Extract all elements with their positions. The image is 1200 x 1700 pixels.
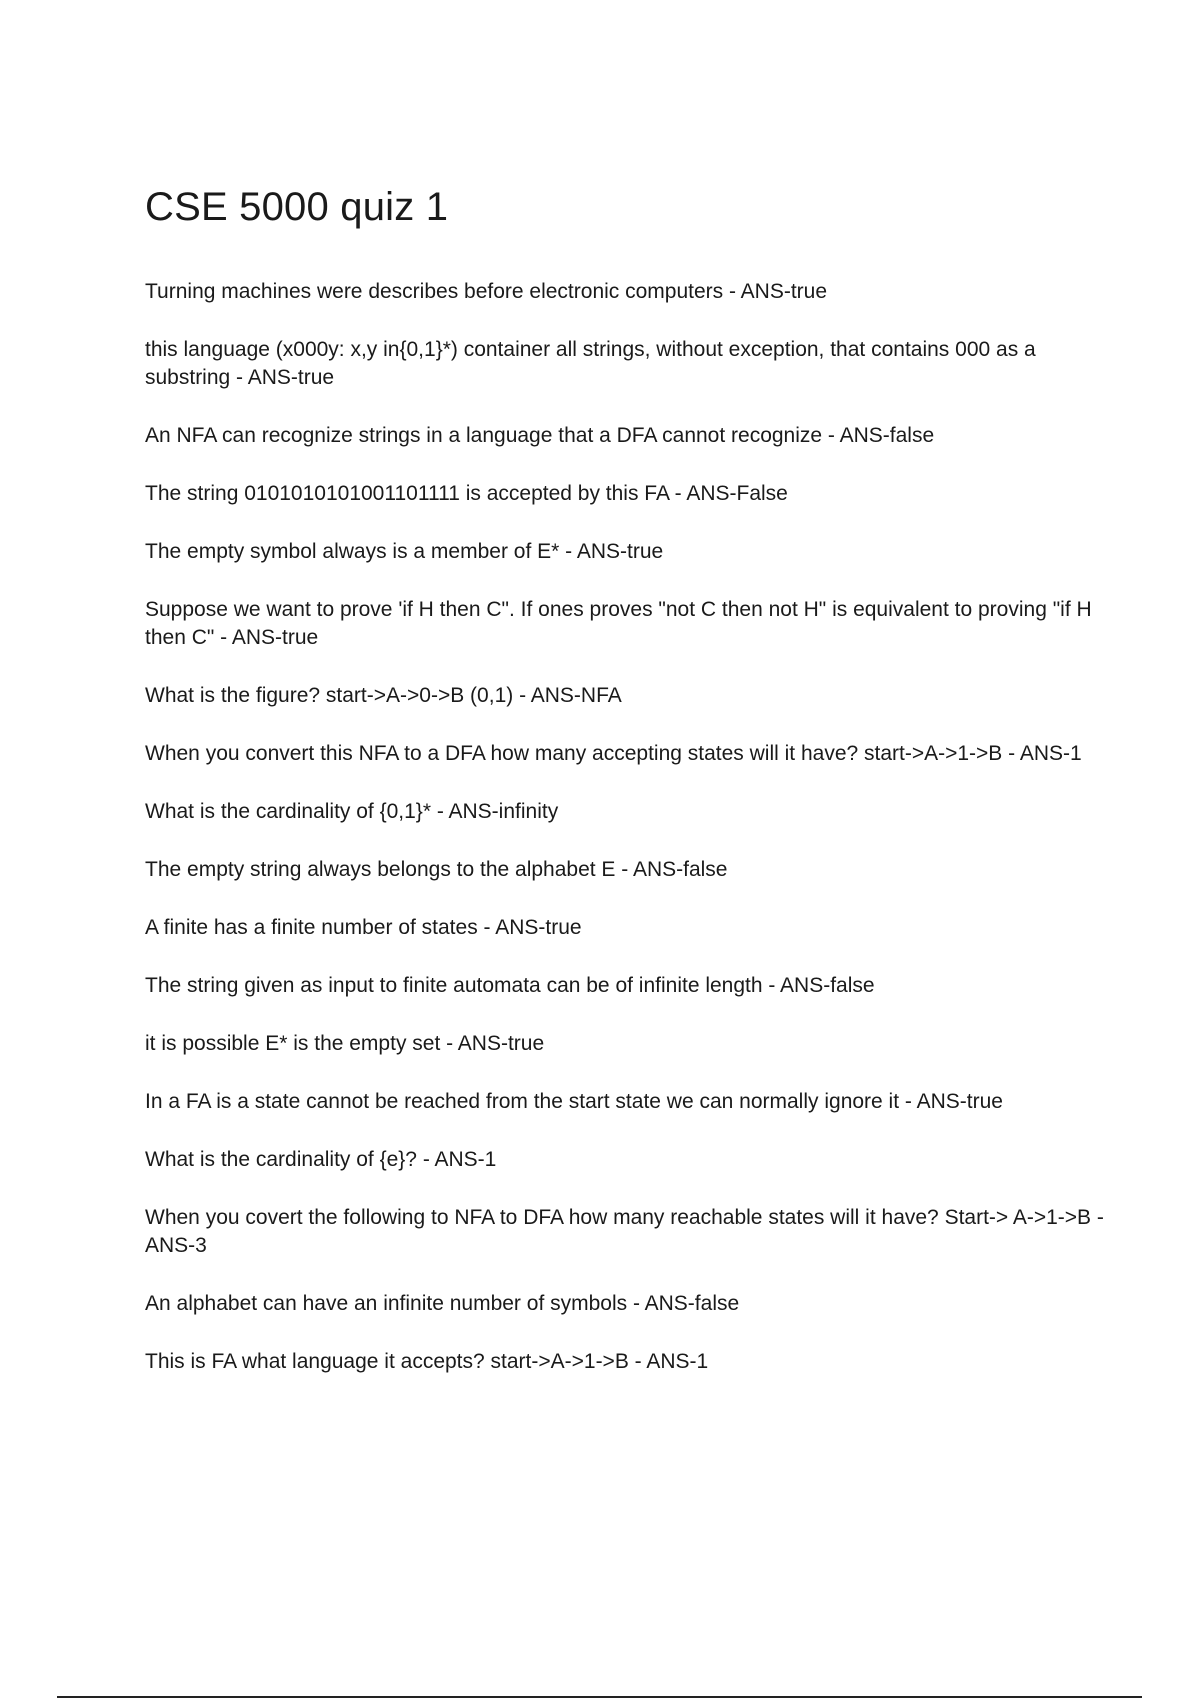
question-answer-item: Turning machines were describes before electronic computers - ANS-true: [145, 280, 828, 303]
question-answer-item: What is the cardinality of {e}? - ANS-1: [145, 1148, 497, 1171]
question-answer-item: it is possible E* is the empty set - ANS-true: [145, 1032, 545, 1055]
question-answer-item: The string given as input to finite automata can be of infinite length - ANS-false: [145, 974, 875, 997]
question-answer-item: What is the cardinality of {0,1}* - ANS-infinity: [145, 800, 559, 823]
footer-divider: [57, 1696, 1142, 1698]
question-answer-item: The empty string always belongs to the alphabet E - ANS-false: [145, 858, 728, 881]
question-answer-item: What is the figure? start->A->0->B (0,1) - ANS-NFA: [145, 684, 622, 707]
question-answer-item: When you convert this NFA to a DFA how many accepting states will it have? start->A->1->B - ANS-1: [145, 742, 1082, 765]
question-answer-item: A finite has a finite number of states - ANS-true: [145, 916, 582, 939]
question-answer-item: The string 0101010101001101111 is accepted by this FA - ANS-False: [145, 482, 788, 505]
question-answer-item: An NFA can recognize strings in a language that a DFA cannot recognize - ANS-false: [145, 424, 935, 447]
question-answer-item: In a FA is a state cannot be reached from the start state we can normally ignore it - ANS-true: [145, 1090, 1003, 1113]
question-answer-item: this language (x000y: x,y in{0,1}*) container all strings, without exception, that contains 000 as a substring - ANS-true: [145, 338, 1036, 389]
question-answer-item: An alphabet can have an infinite number of symbols - ANS-false: [145, 1292, 740, 1315]
question-answer-item: When you covert the following to NFA to DFA how many reachable states will it have? Start-> A->1->B - ANS-3: [145, 1206, 1104, 1257]
question-answer-item: Suppose we want to prove 'if H then C". If ones proves "not C then not H" is equivalent to proving "if H then C" - ANS-true: [145, 598, 1092, 649]
question-answer-list: [145, 278, 1105, 1406]
question-answer-item: This is FA what language it accepts? start->A->1->B - ANS-1: [145, 1350, 709, 1373]
page-title: CSE 5000 quiz 1: [145, 185, 449, 229]
question-answer-item: The empty symbol always is a member of E* - ANS-true: [145, 540, 664, 563]
